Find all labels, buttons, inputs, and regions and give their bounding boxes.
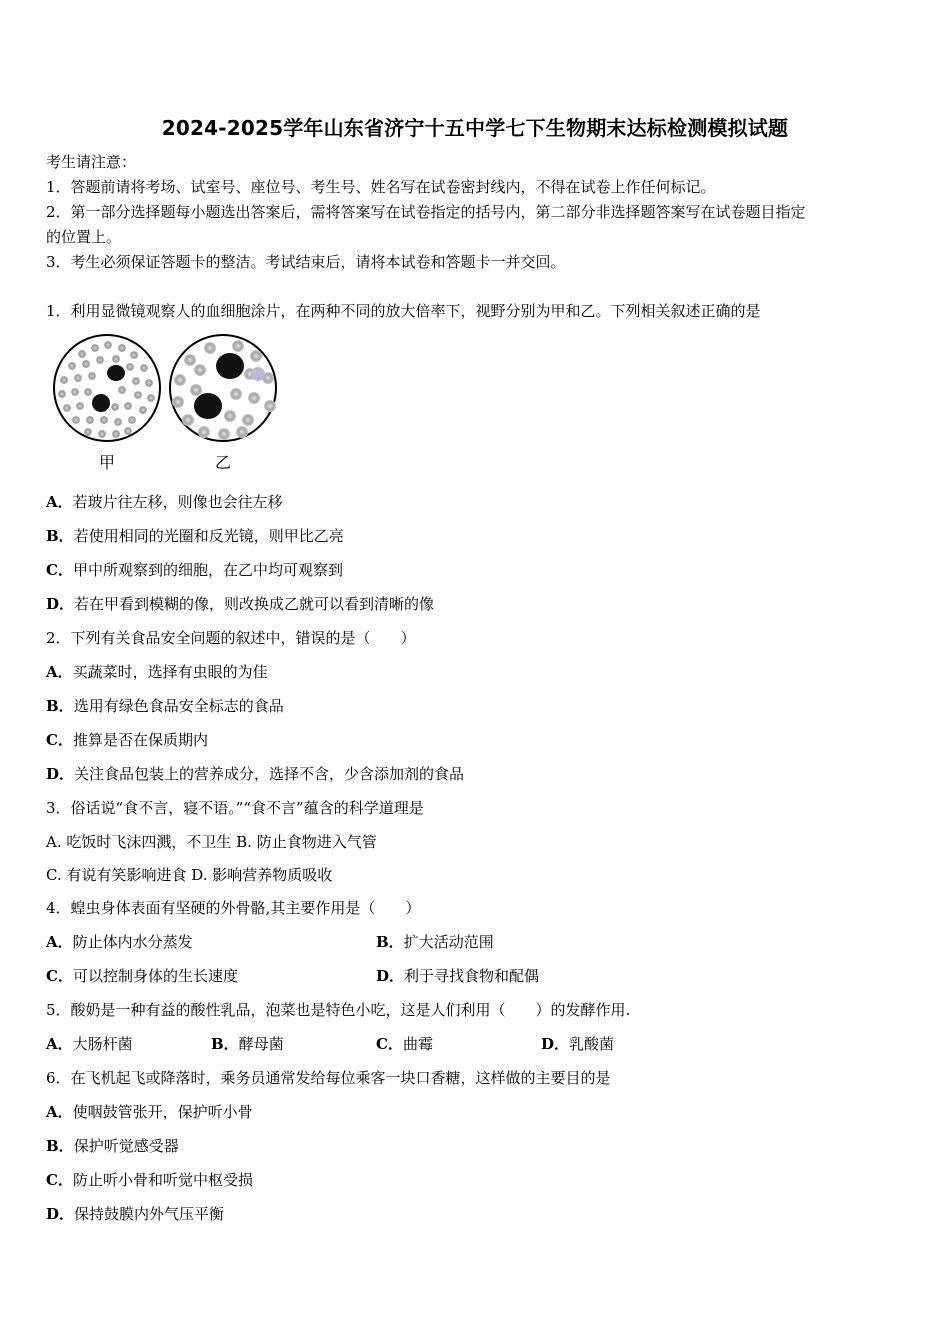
question-stem: 4．蝗虫身体表面有坚硬的外骨骼,其主要作用是（ ） (46, 899, 421, 917)
microscope-figure (50, 328, 285, 476)
option: A．使咽鼓管张开，保护听小骨 (46, 1103, 253, 1121)
option: B．选用有绿色食品安全标志的食品 (46, 697, 284, 715)
question-stem: 2．下列有关食品安全问题的叙述中，错误的是（ ） (46, 629, 416, 647)
option: D．关注食品包装上的营养成分，选择不含，少含添加剂的食品 (46, 765, 465, 783)
option: A．若玻片往左移，则像也会往左移 (46, 493, 283, 511)
question-stem: 5．酸奶是一种有益的酸性乳品，泡菜也是特色小吃，这是人们利用（ ）的发酵作用. (46, 1001, 631, 1019)
option: C．甲中所观察到的细胞，在乙中均可观察到 (46, 561, 343, 579)
question-stem: 1．利用显微镜观察人的血细胞涂片，在两种不同的放大倍率下，视野分别为甲和乙。下列相关叙述正确的是 (46, 302, 761, 320)
field-jia-view (54, 335, 160, 441)
option: D．利于寻找食物和配偶 (376, 967, 540, 985)
question-stem: 6．在飞机起飞或降落时，乘务员通常发给每位乘客一块口香糖，这样做的主要目的是 (46, 1069, 611, 1087)
option: B．若使用相同的光圈和反光镜，则甲比乙亮 (46, 527, 344, 545)
field-yi-view (170, 335, 276, 441)
option: D．乳酸菌 (541, 1035, 615, 1053)
option: C．曲霉 (376, 1035, 433, 1053)
option-line: A. 吃饭时飞沫四溅，不卫生 B. 防止食物进入气管 (46, 833, 377, 851)
option: D．若在甲看到模糊的像，则改换成乙就可以看到清晰的像 (46, 595, 435, 613)
option: D．保持鼓膜内外气压平衡 (46, 1205, 225, 1223)
option: C．防止听小骨和听觉中枢受损 (46, 1171, 253, 1189)
option: A．买蔬菜时，选择有虫眼的为佳 (46, 663, 268, 681)
option-line: C. 有说有笑影响进食 D. 影响营养物质吸收 (46, 866, 333, 884)
label-yi: 乙 (214, 453, 232, 472)
label-jia: 甲 (98, 453, 116, 472)
option: A．防止体内水分蒸发 (46, 933, 193, 951)
option: A．大肠杆菌 (46, 1035, 133, 1053)
notice-heading: 考生请注意： (46, 153, 137, 171)
option: B．保护听觉感受器 (46, 1137, 179, 1155)
page-title: 2024-2025学年山东省济宁十五中学七下生物期末达标检测模拟试题 (161, 116, 789, 140)
option: B．酵母菌 (211, 1035, 284, 1053)
option: C．推算是否在保质期内 (46, 731, 208, 749)
question-stem: 3．俗话说“食不言，寝不语。”“食不言”蕴含的科学道理是 (46, 799, 424, 817)
notice-item: 3．考生必须保证答题卡的整洁。考试结束后，请将本试卷和答题卡一并交回。 (46, 253, 566, 271)
notice-item: 的位置上。 (46, 228, 122, 246)
option: C．可以控制身体的生长速度 (46, 967, 238, 985)
notice-item: 1．答题前请将考场、试室号、座位号、考生号、姓名写在试卷密封线内，不得在试卷上作任何标记。 (46, 178, 716, 196)
notice-item: 2．第一部分选择题每小题选出答案后，需将答案写在试卷指定的括号内，第二部分非选择题答案写在试卷题目指定 (46, 203, 806, 221)
option: B．扩大活动范围 (376, 933, 494, 951)
